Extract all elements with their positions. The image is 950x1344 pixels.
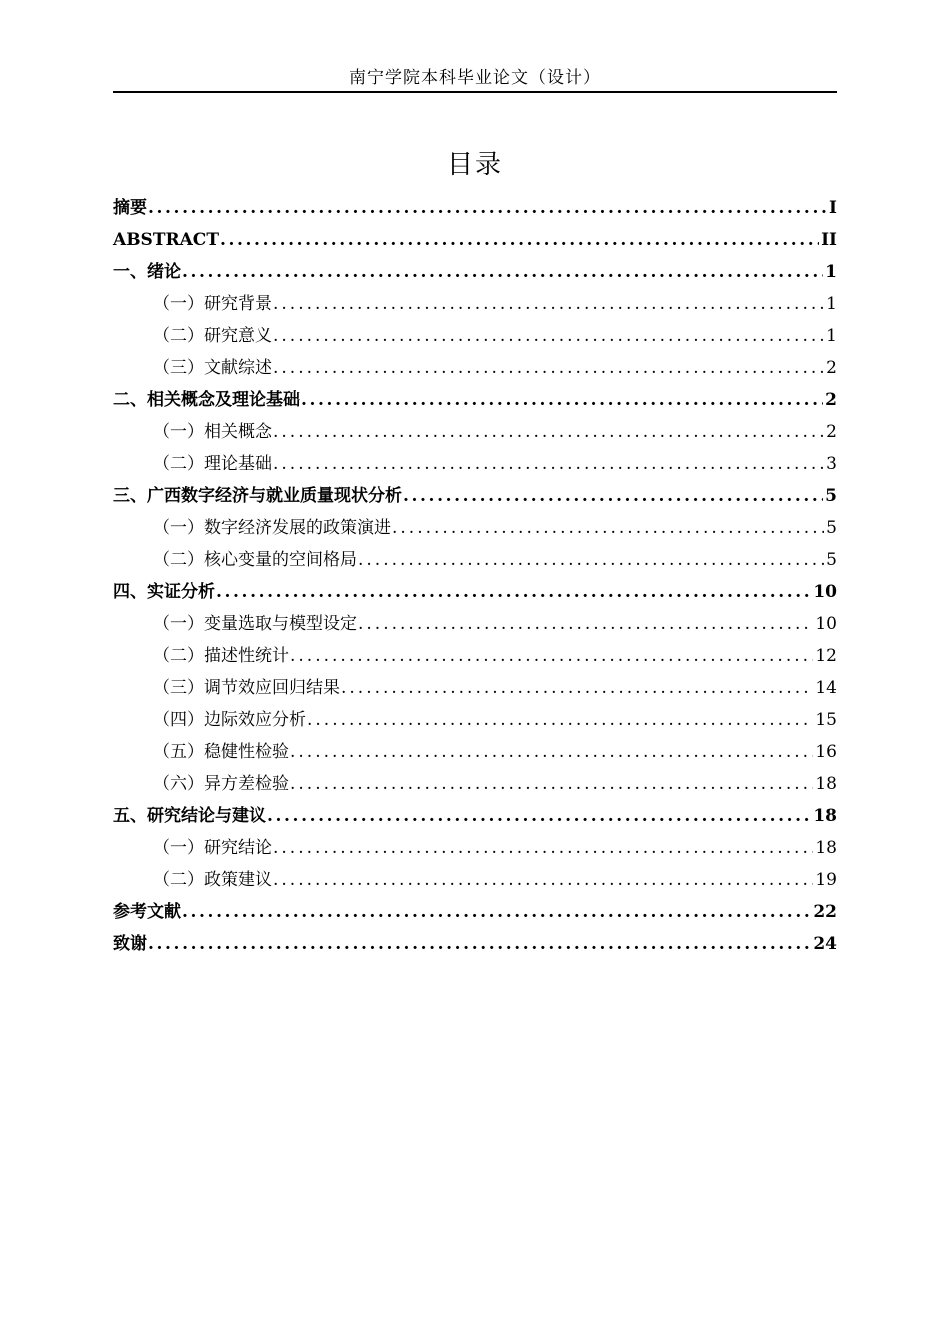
toc-entry-title: 变量选取与模型设定 xyxy=(204,614,357,634)
toc-entry-title: 绪论 xyxy=(147,262,181,282)
toc-dot-leader xyxy=(403,480,823,512)
toc-entry-title: 描述性统计 xyxy=(204,646,289,666)
toc-entry-page-number: 19 xyxy=(815,870,837,890)
toc-entry-number: （五） xyxy=(153,742,204,762)
toc-entry-page-number: 3 xyxy=(826,454,837,474)
table-of-contents xyxy=(113,192,837,960)
toc-entry-title: 核心变量的空间格局 xyxy=(204,550,357,570)
toc-dot-leader xyxy=(358,608,813,640)
toc-entry-title: 研究结论与建议 xyxy=(147,806,266,826)
toc-entry-number: （一） xyxy=(153,838,204,858)
toc-dot-leader xyxy=(182,896,811,928)
toc-entry-section[interactable] xyxy=(113,608,837,640)
toc-entry-chapter[interactable] xyxy=(113,800,837,832)
toc-entry-chapter[interactable] xyxy=(113,896,837,928)
toc-entry-title: 摘要 xyxy=(113,198,147,218)
toc-entry-title: ABSTRACT xyxy=(113,230,219,250)
toc-entry-section[interactable] xyxy=(113,768,837,800)
toc-entry-number: （二） xyxy=(153,454,204,474)
toc-entry-chapter[interactable] xyxy=(113,576,837,608)
toc-entry-section[interactable] xyxy=(113,864,837,896)
toc-entry-page-number: 12 xyxy=(815,646,837,666)
toc-entry-title: 数字经济发展的政策演进 xyxy=(204,518,391,538)
toc-dot-leader xyxy=(341,672,813,704)
header-rule xyxy=(113,91,837,93)
toc-entry-page-number: 1 xyxy=(825,262,837,282)
toc-entry-page-number: 2 xyxy=(825,390,837,410)
toc-dot-leader xyxy=(392,512,824,544)
toc-entry-section[interactable] xyxy=(113,512,837,544)
toc-dot-leader xyxy=(220,224,819,256)
toc-entry-number: （一） xyxy=(153,422,204,442)
toc-entry-section[interactable] xyxy=(113,320,837,352)
toc-entry-page-number: 18 xyxy=(813,806,837,826)
toc-dot-leader xyxy=(267,800,811,832)
toc-entry-page-number: 5 xyxy=(826,550,837,570)
toc-entry-title: 稳健性检验 xyxy=(204,742,289,762)
toc-dot-leader xyxy=(216,576,811,608)
toc-entry-number: （一） xyxy=(153,614,204,634)
toc-entry-page-number: 5 xyxy=(826,518,837,538)
toc-dot-leader xyxy=(148,928,811,960)
toc-dot-leader xyxy=(301,384,823,416)
toc-entry-title: 政策建议 xyxy=(204,870,272,890)
toc-entry-section[interactable] xyxy=(113,448,837,480)
toc-dot-leader xyxy=(273,288,824,320)
toc-entry-title: 相关概念 xyxy=(204,422,272,442)
toc-entry-title: 广西数字经济与就业质量现状分析 xyxy=(147,486,402,506)
toc-entry-number: （二） xyxy=(153,550,204,570)
toc-entry-number: 四、 xyxy=(113,582,147,602)
toc-entry-title: 实证分析 xyxy=(147,582,215,602)
toc-entry-number: 二、 xyxy=(113,390,147,410)
toc-dot-leader xyxy=(148,192,827,224)
toc-entry-section[interactable] xyxy=(113,352,837,384)
toc-dot-leader xyxy=(182,256,823,288)
toc-entry-chapter[interactable] xyxy=(113,480,837,512)
toc-entry-page-number: 18 xyxy=(815,838,837,858)
toc-entry-title: 文献综述 xyxy=(204,358,272,378)
toc-entry-number: （一） xyxy=(153,518,204,538)
toc-entry-page-number: I xyxy=(829,198,837,218)
toc-dot-leader xyxy=(273,448,824,480)
toc-entry-number: 一、 xyxy=(113,262,147,282)
toc-entry-page-number: 2 xyxy=(826,358,837,378)
toc-entry-number: （二） xyxy=(153,646,204,666)
toc-entry-page-number: 14 xyxy=(815,678,837,698)
toc-entry-title: 研究结论 xyxy=(204,838,272,858)
toc-entry-number: （三） xyxy=(153,358,204,378)
toc-dot-leader xyxy=(273,320,824,352)
toc-entry-number: （六） xyxy=(153,774,204,794)
toc-entry-section[interactable] xyxy=(113,288,837,320)
toc-entry-section[interactable] xyxy=(113,704,837,736)
toc-entry-title: 相关概念及理论基础 xyxy=(147,390,300,410)
toc-entry-title: 研究背景 xyxy=(204,294,272,314)
toc-dot-leader xyxy=(290,736,813,768)
toc-entry-number: （三） xyxy=(153,678,204,698)
toc-entry-title: 研究意义 xyxy=(204,326,272,346)
toc-entry-page-number: II xyxy=(821,230,837,250)
toc-entry-title: 参考文献 xyxy=(113,902,181,922)
toc-title: 目录 xyxy=(446,150,503,180)
toc-entry-section[interactable] xyxy=(113,832,837,864)
toc-entry-chapter[interactable] xyxy=(113,384,837,416)
toc-entry-number: （四） xyxy=(153,710,204,730)
toc-dot-leader xyxy=(273,832,813,864)
toc-entry-number: 三、 xyxy=(113,486,147,506)
toc-dot-leader xyxy=(273,864,813,896)
toc-entry-section[interactable] xyxy=(113,544,837,576)
toc-entry-section[interactable] xyxy=(113,416,837,448)
toc-dot-leader xyxy=(273,352,824,384)
toc-dot-leader xyxy=(307,704,813,736)
toc-dot-leader xyxy=(273,416,824,448)
toc-entry-page-number: 24 xyxy=(813,934,837,954)
toc-entry-title: 致谢 xyxy=(113,934,147,954)
toc-entry-title: 边际效应分析 xyxy=(204,710,306,730)
toc-entry-number: （二） xyxy=(153,326,204,346)
toc-entry-number: 五、 xyxy=(113,806,147,826)
toc-entry-title: 理论基础 xyxy=(204,454,272,474)
toc-entry-page-number: 22 xyxy=(813,902,837,922)
toc-entry-title: 调节效应回归结果 xyxy=(204,678,340,698)
toc-entry-chapter[interactable] xyxy=(113,928,837,960)
toc-entry-section[interactable] xyxy=(113,736,837,768)
toc-entry-page-number: 18 xyxy=(815,774,837,794)
toc-entry-page-number: 1 xyxy=(826,326,837,346)
toc-entry-title: 异方差检验 xyxy=(204,774,289,794)
toc-entry-page-number: 15 xyxy=(815,710,837,730)
toc-entry-section[interactable] xyxy=(113,640,837,672)
toc-entry-number: （二） xyxy=(153,870,204,890)
toc-dot-leader xyxy=(290,640,813,672)
toc-entry-page-number: 5 xyxy=(825,486,837,506)
toc-dot-leader xyxy=(358,544,824,576)
toc-entry-chapter[interactable] xyxy=(113,256,837,288)
toc-entry-chapter[interactable] xyxy=(113,192,837,224)
toc-entry-section[interactable] xyxy=(113,672,837,704)
toc-dot-leader xyxy=(290,768,813,800)
toc-entry-page-number: 10 xyxy=(815,614,837,634)
page-header: 南宁学院本科毕业论文（设计） xyxy=(349,68,601,88)
toc-entry-page-number: 16 xyxy=(815,742,837,762)
toc-entry-page-number: 10 xyxy=(813,582,837,602)
toc-entry-page-number: 1 xyxy=(826,294,837,314)
toc-entry-number: （一） xyxy=(153,294,204,314)
toc-entry-page-number: 2 xyxy=(826,422,837,442)
toc-entry-chapter[interactable] xyxy=(113,224,837,256)
